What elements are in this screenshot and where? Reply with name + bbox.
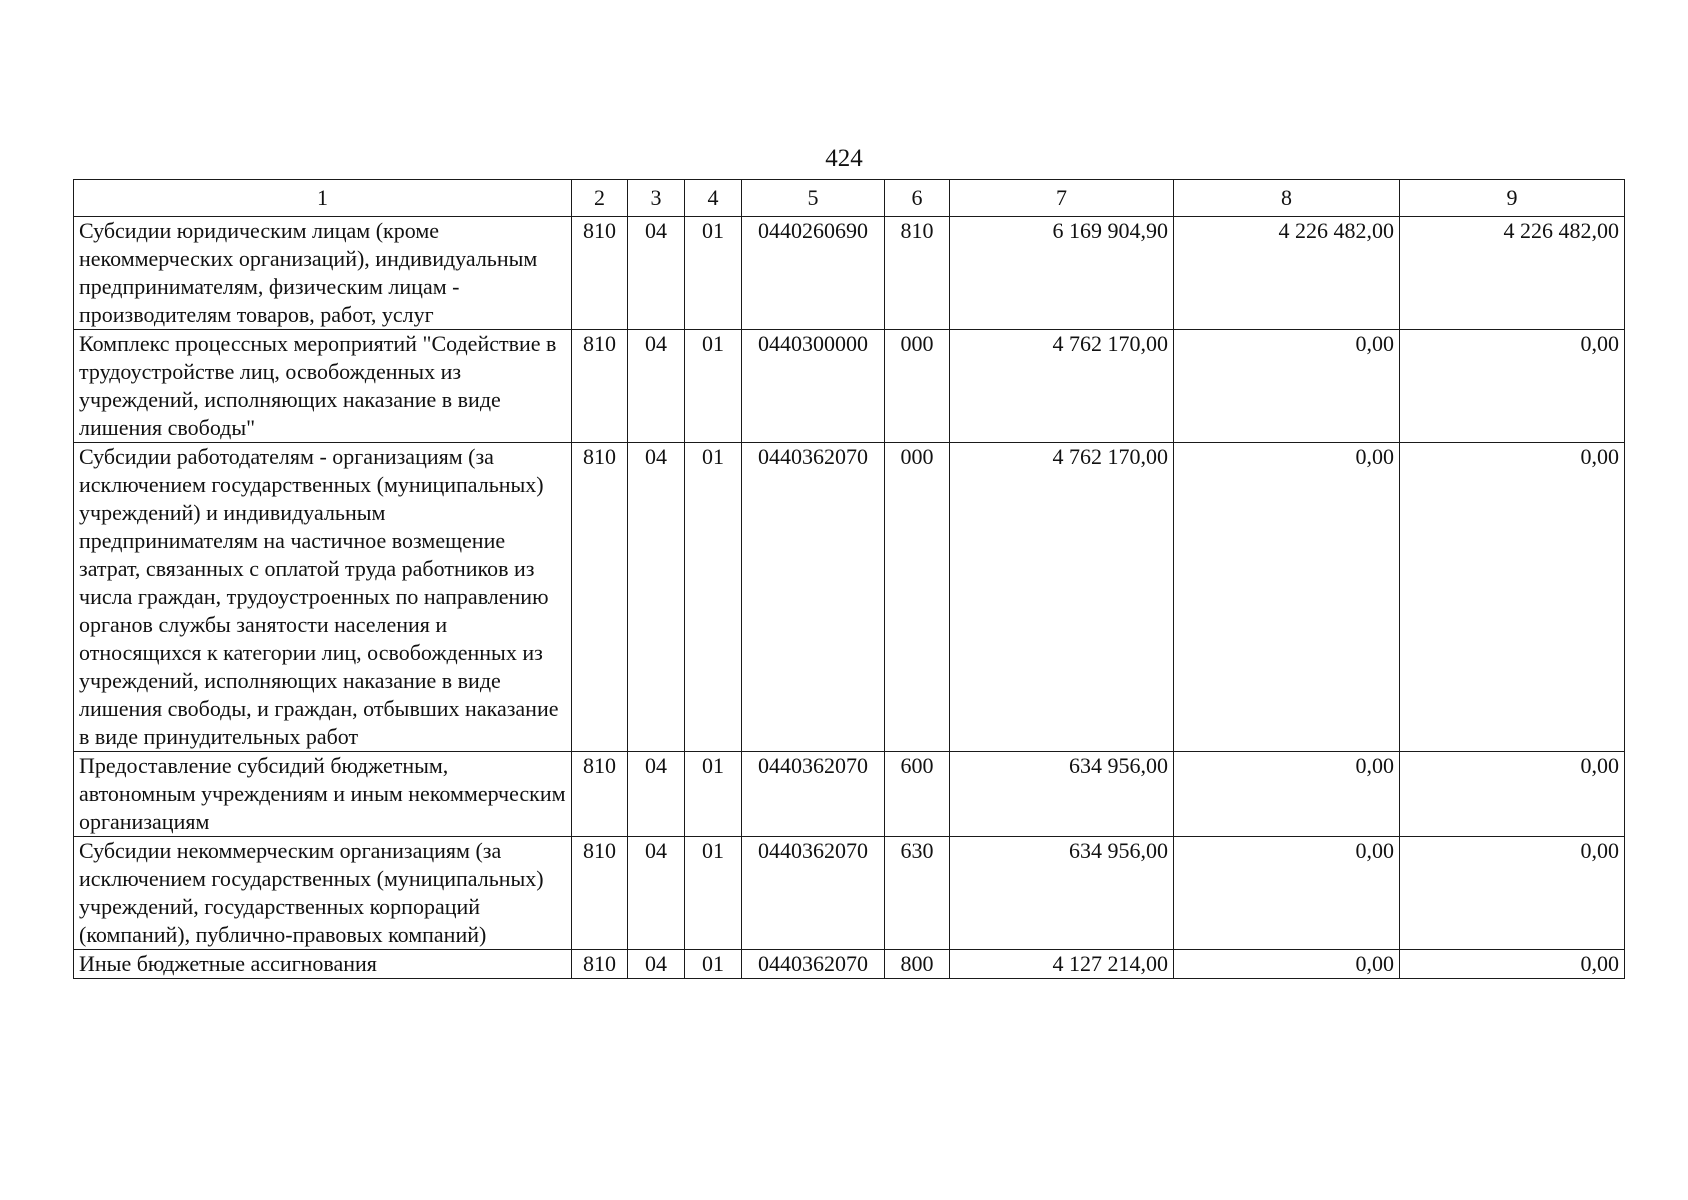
row-code-3: 04 xyxy=(628,752,685,837)
row-code-3: 04 xyxy=(628,837,685,950)
row-amount-8: 0,00 xyxy=(1174,837,1400,950)
row-code-6: 810 xyxy=(885,217,950,330)
row-code-5: 0440362070 xyxy=(742,752,885,837)
row-amount-9: 0,00 xyxy=(1400,752,1625,837)
row-code-5: 0440300000 xyxy=(742,330,885,443)
row-name: Субсидии некоммерческим организациям (за исключением государственных (муниципальных) учреждений, государственных корпораций (компаний), публично-правовых компаний) xyxy=(74,837,572,950)
row-code-4: 01 xyxy=(685,330,742,443)
row-amount-9: 0,00 xyxy=(1400,950,1625,979)
table-row xyxy=(74,837,1625,950)
row-amount-9: 0,00 xyxy=(1400,837,1625,950)
row-code-3: 04 xyxy=(628,443,685,752)
row-code-4: 01 xyxy=(685,217,742,330)
row-code-4: 01 xyxy=(685,950,742,979)
row-name: Предоставление субсидий бюджетным, автономным учреждениям и иным некоммерческим организациям xyxy=(74,752,572,837)
row-code-5: 0440362070 xyxy=(742,837,885,950)
row-code-6: 000 xyxy=(885,330,950,443)
row-code-2: 810 xyxy=(572,443,628,752)
header-row xyxy=(74,180,1625,217)
header-cell: 4 xyxy=(685,180,742,217)
header-cell: 3 xyxy=(628,180,685,217)
row-name: Субсидии работодателям - организациям (за исключением государственных (муниципальных) учреждений) и индивидуальным предпринимателям на частичное возмещение затрат, связанных с оплатой труда работников из числа граждан, трудоустроенных по направлению органов службы занятости населения и относящихся к категории лиц, освобожденных из учреждений, исполняющих наказание в виде лишения свободы, и граждан, отбывших наказание в виде принудительных работ xyxy=(74,443,572,752)
row-code-6: 000 xyxy=(885,443,950,752)
header-cell: 5 xyxy=(742,180,885,217)
row-code-6: 800 xyxy=(885,950,950,979)
row-amount-7: 634 956,00 xyxy=(950,752,1174,837)
table-row xyxy=(74,330,1625,443)
row-code-4: 01 xyxy=(685,837,742,950)
header-cell: 1 xyxy=(74,180,572,217)
row-amount-7: 4 762 170,00 xyxy=(950,330,1174,443)
row-code-2: 810 xyxy=(572,950,628,979)
row-amount-8: 4 226 482,00 xyxy=(1174,217,1400,330)
row-amount-7: 634 956,00 xyxy=(950,837,1174,950)
row-amount-9: 0,00 xyxy=(1400,330,1625,443)
row-code-5: 0440362070 xyxy=(742,443,885,752)
row-code-3: 04 xyxy=(628,217,685,330)
header-cell: 9 xyxy=(1400,180,1625,217)
row-amount-8: 0,00 xyxy=(1174,330,1400,443)
row-amount-7: 4 762 170,00 xyxy=(950,443,1174,752)
header-cell: 8 xyxy=(1174,180,1400,217)
row-amount-8: 0,00 xyxy=(1174,752,1400,837)
row-code-2: 810 xyxy=(572,837,628,950)
table-row xyxy=(74,950,1625,979)
table-row xyxy=(74,752,1625,837)
row-code-5: 0440362070 xyxy=(742,950,885,979)
row-code-4: 01 xyxy=(685,752,742,837)
header-cell: 2 xyxy=(572,180,628,217)
page-number: 424 xyxy=(825,145,863,172)
row-name: Субсидии юридическим лицам (кроме некоммерческих организаций), индивидуальным предпринимателям, физическим лицам - производителям товаров, работ, услуг xyxy=(74,217,572,330)
row-code-5: 0440260690 xyxy=(742,217,885,330)
row-amount-9: 4 226 482,00 xyxy=(1400,217,1625,330)
row-code-2: 810 xyxy=(572,330,628,443)
budget-table xyxy=(73,179,1625,979)
row-code-2: 810 xyxy=(572,217,628,330)
row-name: Комплекс процессных мероприятий "Содействие в трудоустройстве лиц, освобожденных из учреждений, исполняющих наказание в виде лишения свободы" xyxy=(74,330,572,443)
row-amount-8: 0,00 xyxy=(1174,443,1400,752)
row-code-6: 600 xyxy=(885,752,950,837)
row-code-2: 810 xyxy=(572,752,628,837)
row-amount-8: 0,00 xyxy=(1174,950,1400,979)
header-cell: 7 xyxy=(950,180,1174,217)
row-amount-7: 6 169 904,90 xyxy=(950,217,1174,330)
table-row xyxy=(74,443,1625,752)
row-code-4: 01 xyxy=(685,443,742,752)
row-code-3: 04 xyxy=(628,950,685,979)
row-code-3: 04 xyxy=(628,330,685,443)
table-row xyxy=(74,217,1625,330)
row-name: Иные бюджетные ассигнования xyxy=(74,950,572,979)
row-amount-7: 4 127 214,00 xyxy=(950,950,1174,979)
header-cell: 6 xyxy=(885,180,950,217)
row-code-6: 630 xyxy=(885,837,950,950)
row-amount-9: 0,00 xyxy=(1400,443,1625,752)
